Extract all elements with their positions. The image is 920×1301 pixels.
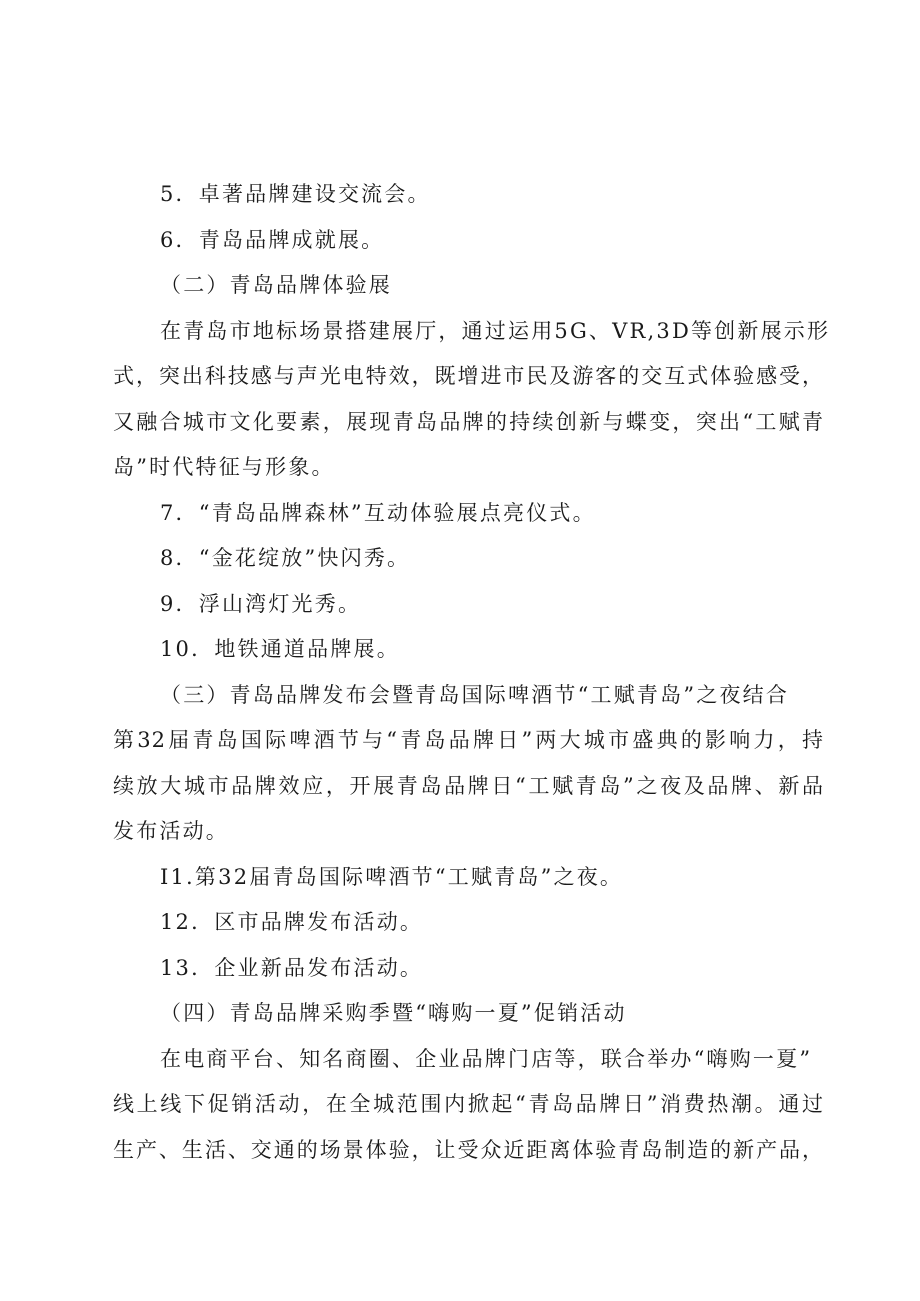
paragraph-line: 在电商平台、知名商圈、企业品牌门店等，联合举办“嗨购一夏” <box>160 1047 813 1071</box>
section-heading-2: （二）青岛品牌体验展 <box>160 273 392 297</box>
list-item-5: 5．卓著品牌建设交流会。 <box>160 182 431 206</box>
paragraph-line: 岛”时代特征与形象。 <box>113 455 335 479</box>
paragraph-line: 续放大城市品牌效应，开展青岛品牌日“工赋青岛”之夜及品牌、新品 <box>113 774 824 798</box>
list-item-7: 7．“青岛品牌森林”互动体验展点亮仪式。 <box>160 501 596 525</box>
list-item-11: I1.第32届青岛国际啤酒节“工赋青岛”之夜。 <box>160 865 624 889</box>
section-heading-4: （四）青岛品牌采购季暨“嗨购一夏”促销活动 <box>160 1001 627 1025</box>
list-item-8: 8．“金花绽放”快闪秀。 <box>160 546 411 570</box>
paragraph-line: 发布活动。 <box>113 819 229 843</box>
paragraph-line: 式，突出科技感与声光电特效，既增进市民及游客的交互式体验感受， <box>113 364 824 388</box>
list-item-9: 9．浮山湾灯光秀。 <box>160 592 362 616</box>
paragraph-line: 又融合城市文化要素，展现青岛品牌的持续创新与蝶变，突出“工赋青 <box>113 410 824 434</box>
paragraph-line: 线上线下促销活动，在全城范围内掀起“青岛品牌日”消费热潮。通过 <box>113 1092 824 1116</box>
list-item-12: 12．区市品牌发布活动。 <box>160 910 424 934</box>
section-heading-3: （三）青岛品牌发布会暨青岛国际啤酒节“工赋青岛”之夜结合 <box>160 683 790 707</box>
paragraph-line: 第32届青岛国际啤酒节与“青岛品牌日”两大城市盛典的影响力，持 <box>113 728 824 752</box>
list-item-10: 10．地铁通道品牌展。 <box>160 637 400 661</box>
list-item-6: 6．青岛品牌成就展。 <box>160 228 385 252</box>
paragraph-line: 在青岛市地标场景搭建展厅，通过运用5G、VR,3D等创新展示形 <box>160 319 831 343</box>
list-item-13: 13．企业新品发布活动。 <box>160 956 424 980</box>
paragraph-line: 生产、生活、交通的场景体验，让受众近距离体验青岛制造的新产品， <box>113 1138 824 1162</box>
